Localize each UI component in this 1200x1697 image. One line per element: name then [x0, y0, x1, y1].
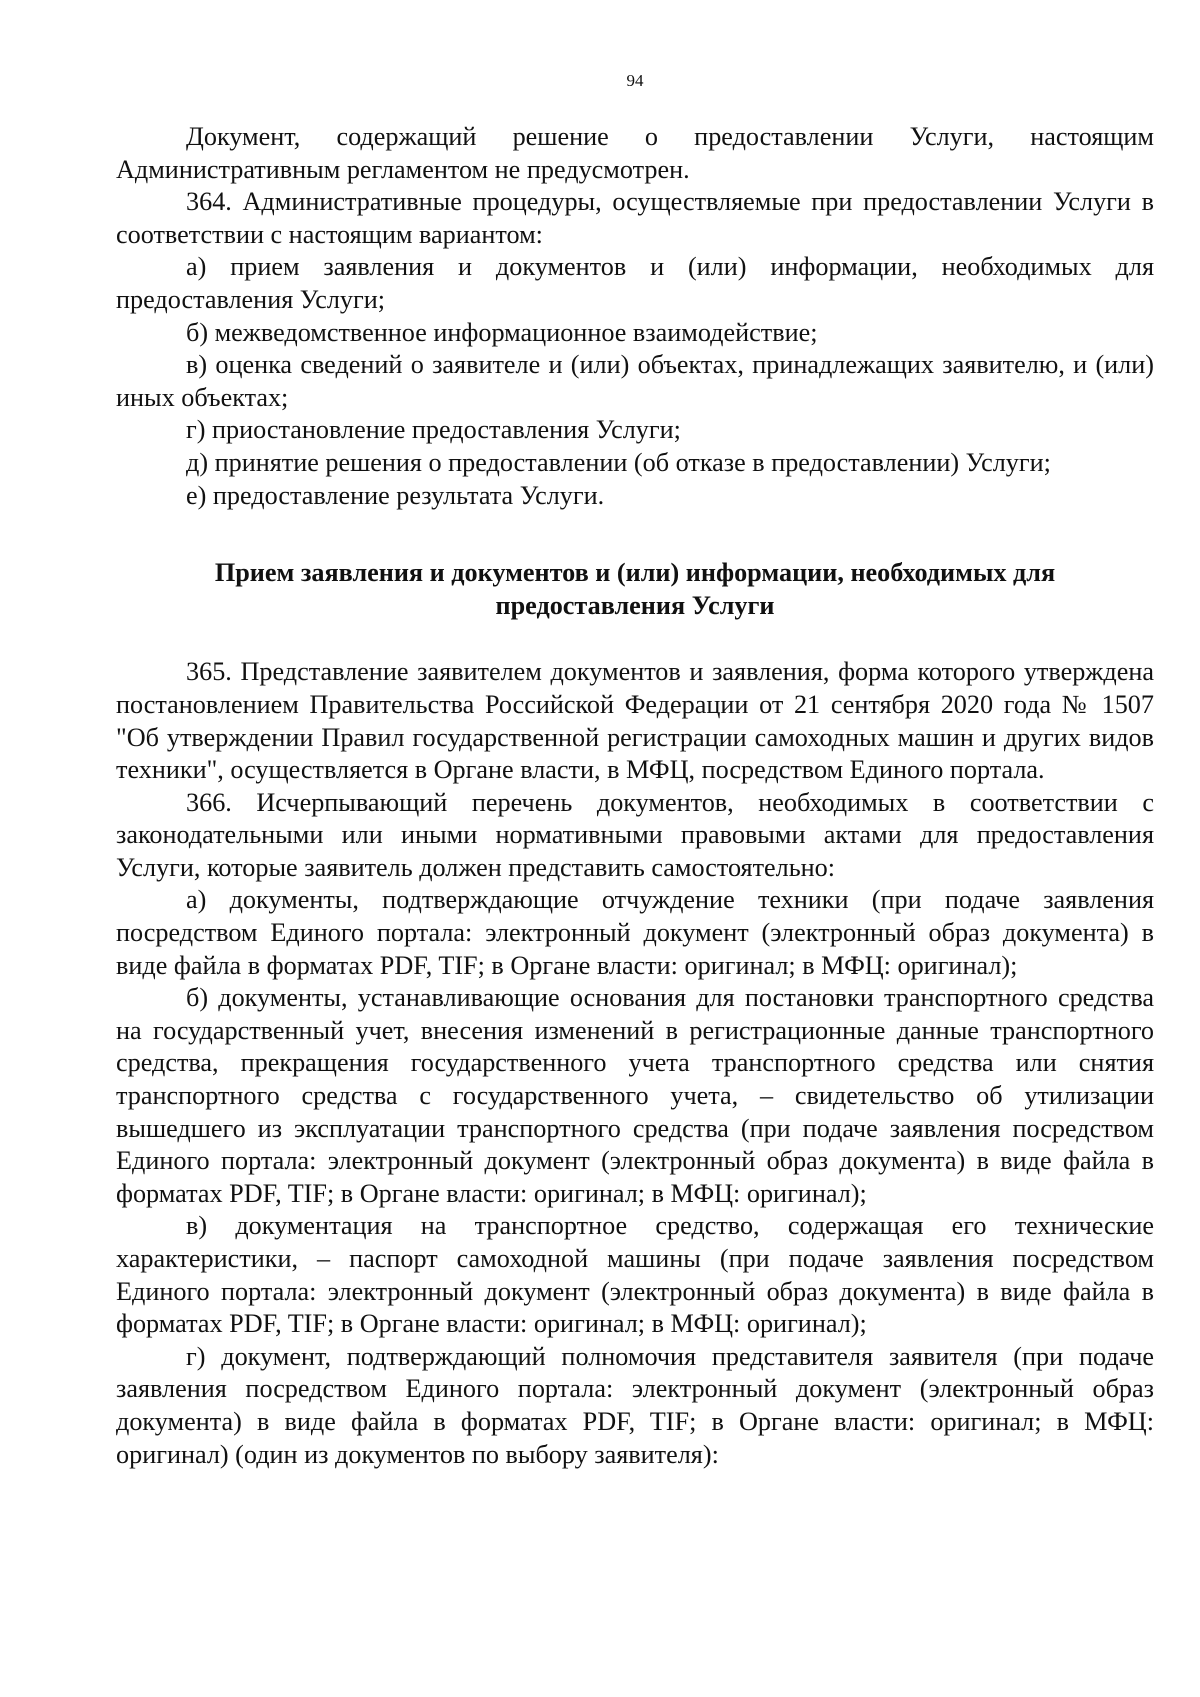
- section-heading-line-2: предоставления Услуги: [495, 590, 775, 620]
- section-heading-line-1: Прием заявления и документов и (или) информации, необходимых для: [214, 558, 1056, 588]
- paragraph-364: 364. Административные процедуры, осуществляемые при предоставлении Услуги в соответствии с настоящим вариантом:: [116, 187, 1154, 249]
- paragraph-no-decision-doc: Документ, содержащий решение о предоставлении Услуги, настоящим Административным регламентом не предусмотрен.: [116, 122, 1154, 184]
- section-heading: [116, 557, 1154, 622]
- list-item-364-e: е) предоставление результата Услуги.: [186, 480, 605, 510]
- list-item-366-b: б) документы, устанавливающие основания для постановки транспортного средства на государственный учет, внесения изменений в регистрационные данные транспортного средства, прекращения государственного учета транспортного средства или снятия транспортного средства с государственного учета, – свидетельство об утилизации вышедшего из эксплуатации транспортного средства (при подаче заявления посредством Единого портала: электронный документ (электронный образ документа) в виде файла в форматах PDF, TIF; в Органе власти: оригинал; в МФЦ: оригинал);: [116, 983, 1154, 1208]
- list-item-366-a: а) документы, подтверждающие отчуждение техники (при подаче заявления посредством Единого портала: электронный документ (электронный образ документа) в виде файла в форматах PDF, TIF; в Органе власти: оригинал; в МФЦ: оригинал);: [116, 885, 1154, 980]
- list-item-366-v: в) документация на транспортное средство, содержащая его технические характеристики, – паспорт самоходной машины (при подаче заявления посредством Единого портала: электронный документ (электронный образ документа) в виде файла в форматах PDF, TIF; в Органе власти: оригинал; в МФЦ: оригинал);: [116, 1211, 1154, 1339]
- list-item-366-g: г) документ, подтверждающий полномочия представителя заявителя (при подаче заявления посредством Единого портала: электронный документ (электронный образ документа) в виде файла в форматах PDF, TIF; в Органе власти: оригинал; в МФЦ: оригинал) (один из документов по выбору заявителя):: [116, 1341, 1154, 1469]
- list-item-364-v: в) оценка сведений о заявителе и (или) объектах, принадлежащих заявителю, и (или) иных объектах;: [116, 350, 1154, 412]
- list-item-364-g: г) приостановление предоставления Услуги;: [186, 415, 681, 445]
- list-item-364-b: б) межведомственное информационное взаимодействие;: [186, 317, 818, 347]
- list-item-364-a: а) прием заявления и документов и (или) информации, необходимых для предоставления Услуги;: [116, 252, 1154, 314]
- list-item-364-d: д) принятие решения о предоставлении (об отказе в предоставлении) Услуги;: [186, 447, 1051, 477]
- paragraph-365: 365. Представление заявителем документов и заявления, форма которого утверждена постановлением Правительства Российской Федерации от 21 сентября 2020 года № 1507 "Об утверждении Правил государственной регистрации самоходных машин и других видов техники", осуществляется в Органе власти, в МФЦ, посредством Единого портала.: [116, 657, 1154, 785]
- paragraph-366: 366. Исчерпывающий перечень документов, необходимых в соответствии с законодательными или иными нормативными правовыми актами для предоставления Услуги, которые заявитель должен представить самостоятельно:: [116, 787, 1154, 882]
- page-number: 94: [626, 71, 644, 90]
